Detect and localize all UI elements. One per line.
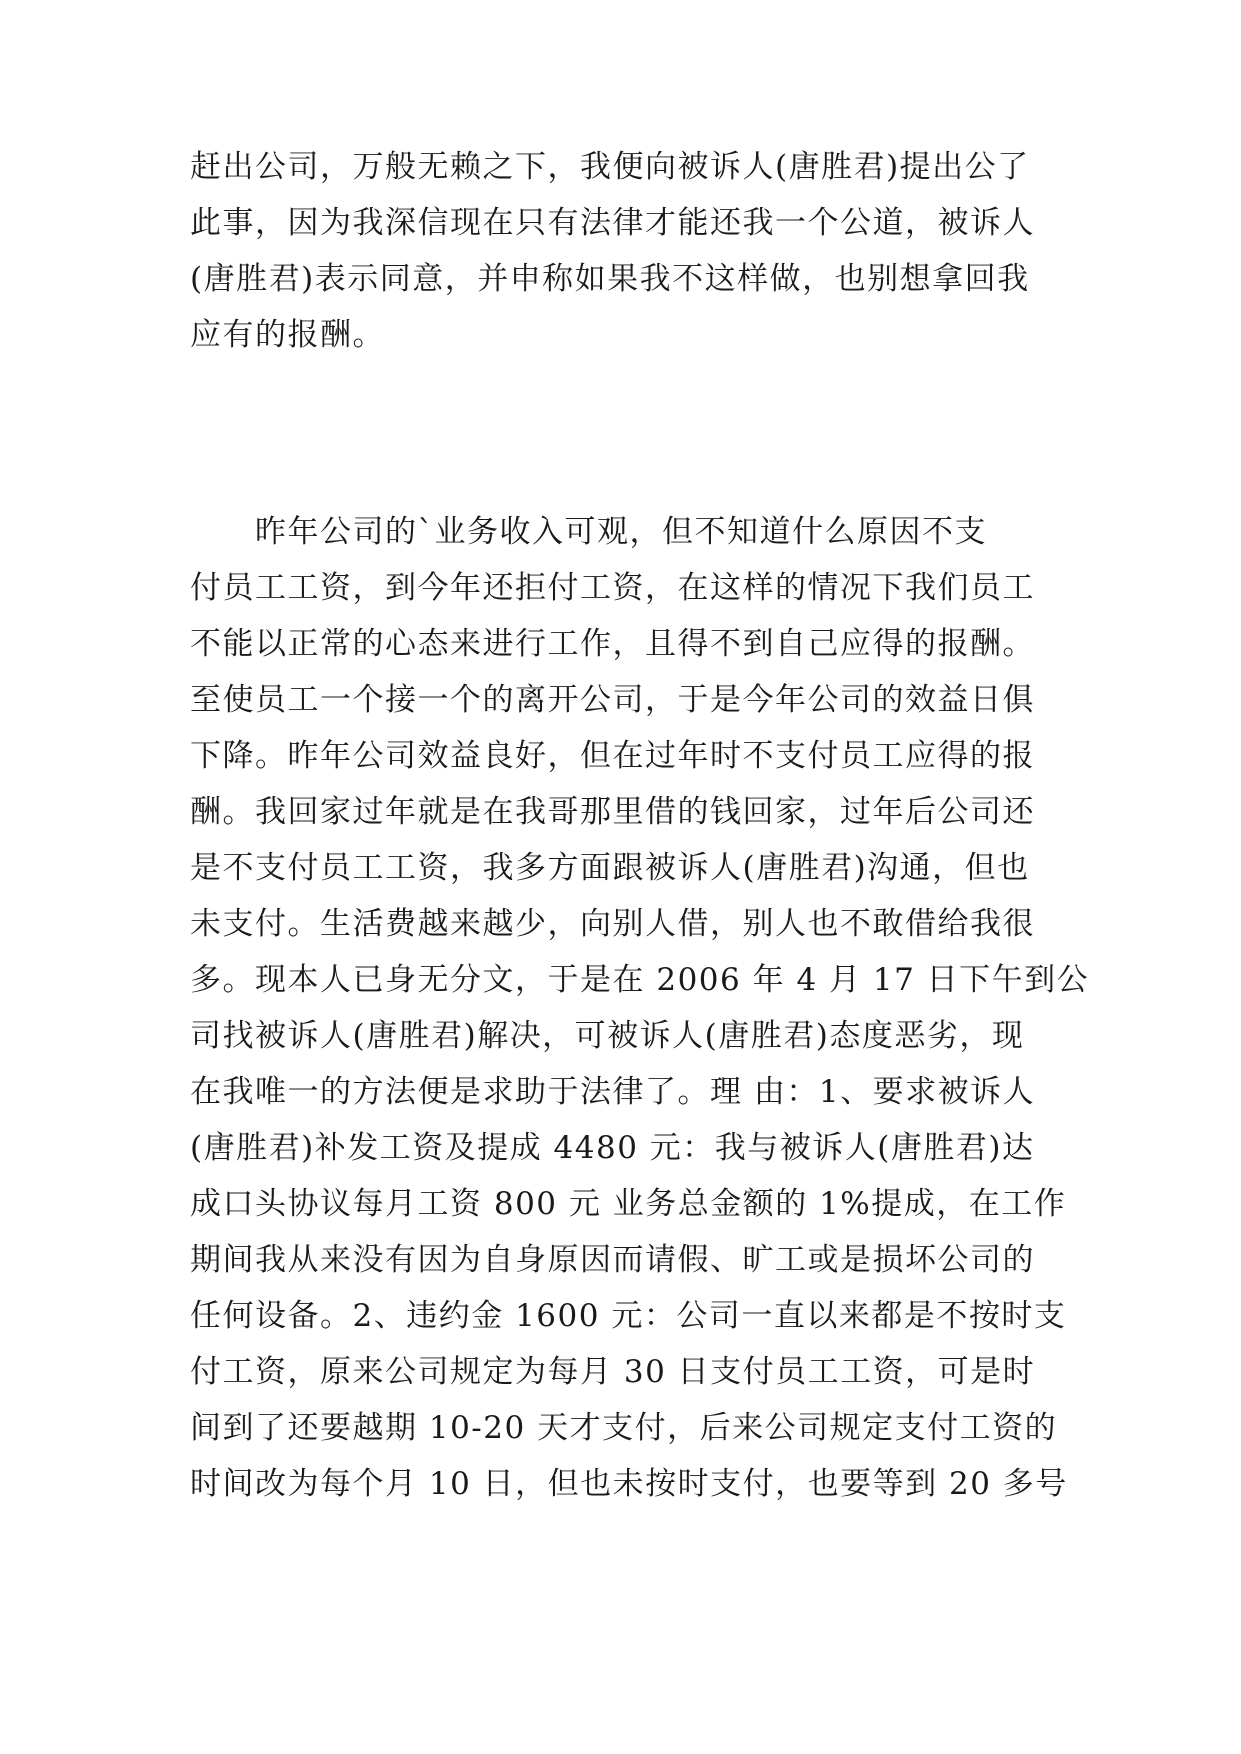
text-line: 应有的报酬。	[190, 317, 385, 353]
text-line: 在我唯一的方法便是求助于法律了。理 由：1、要求被诉人	[190, 1074, 1036, 1110]
text-line: 付工资，原来公司规定为每月 30 日支付员工工资，可是时	[190, 1354, 1036, 1390]
text-line: 付员工工资，到今年还拒付工资，在这样的情况下我们员工	[190, 570, 1035, 606]
text-line: 期间我从来没有因为自身原因而请假、旷工或是损坏公司的	[190, 1242, 1035, 1278]
text-line: (唐胜君)补发工资及提成 4480 元：我与被诉人(唐胜君)达	[190, 1130, 1035, 1166]
text-line: 酬。我回家过年就是在我哥那里借的钱回家，过年后公司还	[190, 794, 1035, 830]
text-line: (唐胜君)表示同意，并申称如果我不这样做，也别想拿回我	[190, 261, 1030, 297]
text-line: 司找被诉人(唐胜君)解决，可被诉人(唐胜君)态度恶劣，现	[190, 1018, 1025, 1054]
text-line: 间到了还要越期 10-20 天才支付，后来公司规定支付工资的	[190, 1410, 1058, 1446]
text-line: 赶出公司，万般无赖之下，我便向被诉人(唐胜君)提出公了	[190, 149, 1030, 185]
text-line: 是不支付员工工资，我多方面跟被诉人(唐胜君)沟通，但也	[190, 850, 1030, 886]
text-line: 下降。昨年公司效益良好，但在过年时不支付员工应得的报	[190, 738, 1035, 774]
text-line: 任何设备。2、违约金 1600 元：公司一直以来都是不按时支	[190, 1298, 1067, 1334]
text-line: 未支付。生活费越来越少，向别人借，别人也不敢借给我很	[190, 906, 1035, 942]
text-line: 昨年公司的`业务收入可观，但不知道什么原因不支	[190, 514, 987, 550]
text-line: 成口头协议每月工资 800 元 业务总金额的 1%提成，在工作	[190, 1186, 1067, 1222]
text-line: 多。现本人已身无分文，于是在 2006 年 4 月 17 日下午到公	[190, 962, 1090, 998]
text-line: 时间改为每个月 10 日，但也未按时支付，也要等到 20 多号	[190, 1466, 1068, 1502]
text-line: 至使员工一个接一个的离开公司，于是今年公司的效益日俱	[190, 682, 1035, 718]
text-line: 不能以正常的心态来进行工作，且得不到自己应得的报酬。	[190, 626, 1035, 662]
text-line: 此事，因为我深信现在只有法律才能还我一个公道，被诉人	[190, 205, 1035, 241]
